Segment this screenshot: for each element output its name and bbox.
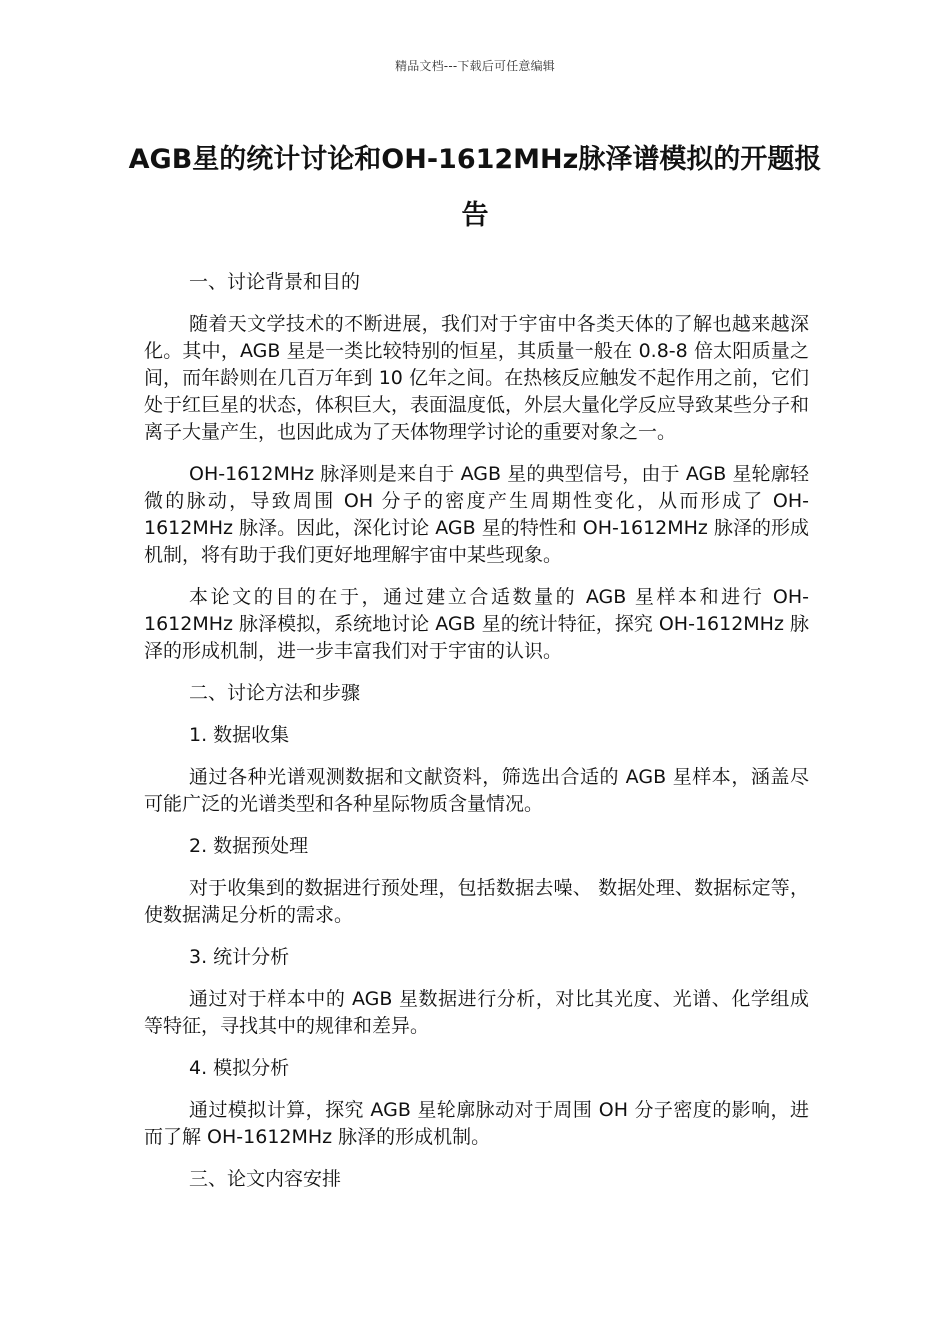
header-note: 精品文档---下载后可任意编辑	[395, 59, 555, 73]
paragraph-background-2: OH-1612MHz 脉泽则是来自于 AGB 星的典型信号，由于 AGB 星轮廓轻微的脉动，导致周围 OH 分子的密度产生周期性变化，从而形成了 OH-1612MHz 脉泽。因此，深化讨论 AGB 星的特性和 OH-1612MHz 脉泽的形成机制，将有助于我们更好地理解宇宙中某些现象。	[144, 463, 809, 566]
paragraph-preprocessing: 对于收集到的数据进行预处理，包括数据去噪、 数据处理、数据标定等，使数据满足分析的需求。	[144, 877, 809, 926]
paragraph-background-1: 随着天文学技术的不断进展，我们对于宇宙中各类天体的了解也越来越深化。其中，AGB 星是一类比较特别的恒星，其质量一般在 0.8-8 倍太阳质量之间，而年龄则在几百万年到 10 亿年之间。在热核反应触发不起作用之前，它们处于红巨星的状态，体积巨大，表面温度低，外层大量化学反应导致某些分子和离子大量产生，也因此成为了天体物理学讨论的重要对象之一。	[144, 313, 810, 443]
document-body	[144, 269, 809, 1208]
section-heading-background: 一、讨论背景和目的	[189, 271, 361, 293]
section-heading-methods: 二、讨论方法和步骤	[189, 682, 361, 704]
step-heading-statistics: 3. 统计分析	[189, 946, 290, 968]
document-title: AGB星的统计讨论和OH-1612MHz脉泽谱模拟的开题报告	[128, 144, 822, 231]
paragraph-background-3: 本论文的目的在于，通过建立合适数量的 AGB 星样本和进行 OH-1612MHz 脉泽模拟，系统地讨论 AGB 星的统计特征，探究 OH-1612MHz 脉泽的形成机制，进一步丰富我们对于宇宙的认识。	[144, 586, 809, 662]
paragraph-data-collection: 通过各种光谱观测数据和文献资料，筛选出合适的 AGB 星样本，涵盖尽可能广泛的光谱类型和各种星际物质含量情况。	[144, 766, 809, 815]
step-heading-preprocessing: 2. 数据预处理	[189, 835, 309, 857]
step-heading-data-collection: 1. 数据收集	[189, 724, 290, 746]
section-heading-content-arrangement: 三、论文内容安排	[189, 1168, 342, 1190]
step-heading-simulation: 4. 模拟分析	[189, 1057, 290, 1079]
paragraph-simulation: 通过模拟计算，探究 AGB 星轮廓脉动对于周围 OH 分子密度的影响，进而了解 OH-1612MHz 脉泽的形成机制。	[144, 1099, 809, 1148]
paragraph-statistics: 通过对于样本中的 AGB 星数据进行分析，对比其光度、光谱、化学组成等特征，寻找其中的规律和差异。	[144, 988, 809, 1037]
